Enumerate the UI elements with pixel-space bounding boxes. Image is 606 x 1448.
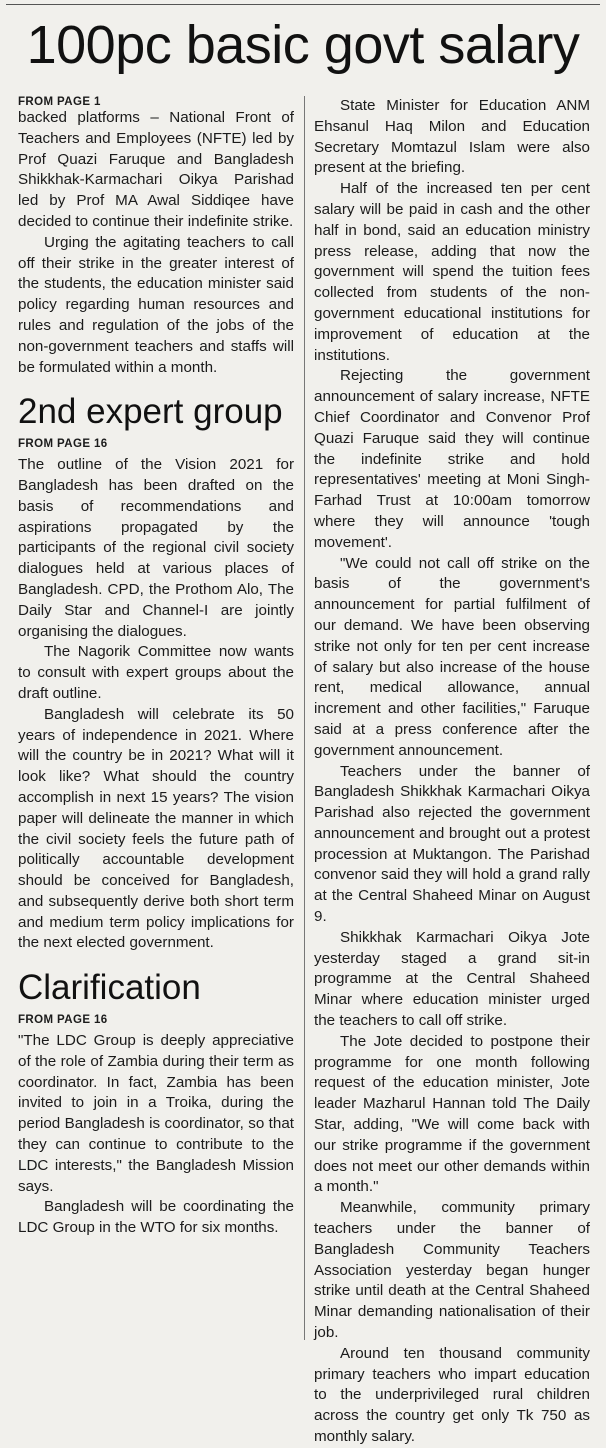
section-salary-continued: [18, 96, 294, 378]
paragraph: Rejecting the government announcement of salary increase, NFTE Chief Coordinator and Convenor Prof Quazi Faruque said they will continue the indefinite strike and hold representatives' meeting at Moni Singh-Farhad Trust at 10:00am tomorrow where they will announce 'tough movement'.: [314, 367, 590, 551]
paragraph: Urging the agitating teachers to call off their strike in the greater interest of the students, the education minister said policy regarding human resources and rules and regulation of the jobs of the non-government teachers and staffs will be formulated within a month.: [18, 233, 294, 376]
paragraph: Bangladesh will be coordinating the LDC Group in the WTO for six months.: [18, 1198, 294, 1237]
section-clarification: [18, 968, 294, 1239]
paragraph: Around ten thousand community primary teachers who impart education to the underprivileged rural children across the country get only Tk 750 as monthly salary.: [314, 1344, 590, 1445]
paragraph: State Minister for Education ANM Ehsanul Haq Milon and Education Secretary Momtazul Islam were also present at the briefing.: [314, 97, 590, 177]
top-rule: [6, 4, 600, 5]
right-column: [314, 96, 590, 1445]
left-column: [18, 96, 294, 1358]
paragraph: backed platforms – National Front of Teachers and Employees (NFTE) led by Prof Quazi Faruque and Bangladesh Shikkhak-Karmachari Oikya Parishad led by Prof MA Awal Siddiqee have decided to continue their indefinite strike.: [18, 109, 294, 230]
jump-label: FROM PAGE 16: [18, 438, 108, 451]
section-title: 2nd expert group: [18, 392, 283, 432]
section-expert-group: [18, 392, 294, 954]
paragraph: "We could not call off strike on the basis of the government's announcement for partial fulfilment of our demand. We have been observing strike not only for ten per cent increase of salary but also increase of the house rent, medical allowance, annual increment and other facilities," Faruque said at a press conference after the government announcement.: [314, 554, 590, 759]
paragraph: The outline of the Vision 2021 for Bangladesh has been drafted on the basis of recommendations and aspirations propagated by the participants of the regional civil society dialogues held at various places of Bangladesh. CPD, the Prothom Alo, The Daily Star and Channel-I are jointly organising the dialogues.: [18, 456, 294, 640]
paragraph: Meanwhile, community primary teachers under the banner of Bangladesh Community Teachers Association yesterday began hunger strike until death at the Central Shaheed Minar demanding nationalisation of their job.: [314, 1199, 590, 1342]
jump-label: FROM PAGE 16: [18, 1014, 108, 1027]
jump-label: FROM PAGE 1: [18, 96, 101, 108]
paragraph: Teachers under the banner of Bangladesh Shikkhak Karmachari Oikya Parishad also rejected the government announcement and brought out a protest procession at Muktangon. The Parishad convenor said they will hold a grand rally at the Central Shaheed Minar on August 9.: [314, 762, 590, 926]
page-headline: 100pc basic govt salary: [26, 15, 580, 75]
section-title: Clarification: [18, 968, 201, 1008]
paragraph: Half of the increased ten per cent salary will be paid in cash and the other half in bond, said an education ministry press release, adding that now the government will spend the tuition fees collected from students of the non-government educational institutions for improvement of education at the institutions.: [314, 180, 590, 364]
paragraph: The Nagorik Committee now wants to consult with expert groups about the draft outline.: [18, 643, 294, 702]
paragraph: Shikkhak Karmachari Oikya Jote yesterday staged a grand sit-in programme at the Central Shaheed Minar where education minister urged the teachers to call off strike.: [314, 928, 590, 1030]
paragraph: "The LDC Group is deeply appreciative of the role of Zambia during their term as coordinator. In fact, Zambia has been invited to join in a Troika, during the period Bangladesh is coordinator, so that they can continue to contribute to the LDC interests," the Bangladesh Mission says.: [18, 1032, 294, 1195]
paragraph: Bangladesh will celebrate its 50 years of independence in 2021. Where will the country be in 2021? What will it look like? What should the country accomplish in next 15 years? The vision paper will delineate the manner in which the civil society feels the future path of politically accountable development should be conceived for Bangladesh, and subsequently derive both short term and medium term policy implications for the next elected government.: [18, 705, 294, 952]
column-divider: [304, 96, 305, 1340]
paragraph: The Jote decided to postpone their programme for one month following request of the education minister, Jote leader Mazharul Hannan told The Daily Star, adding, "We will come back with our strike programme if the government does not meet our other demands within a month.": [314, 1032, 590, 1196]
